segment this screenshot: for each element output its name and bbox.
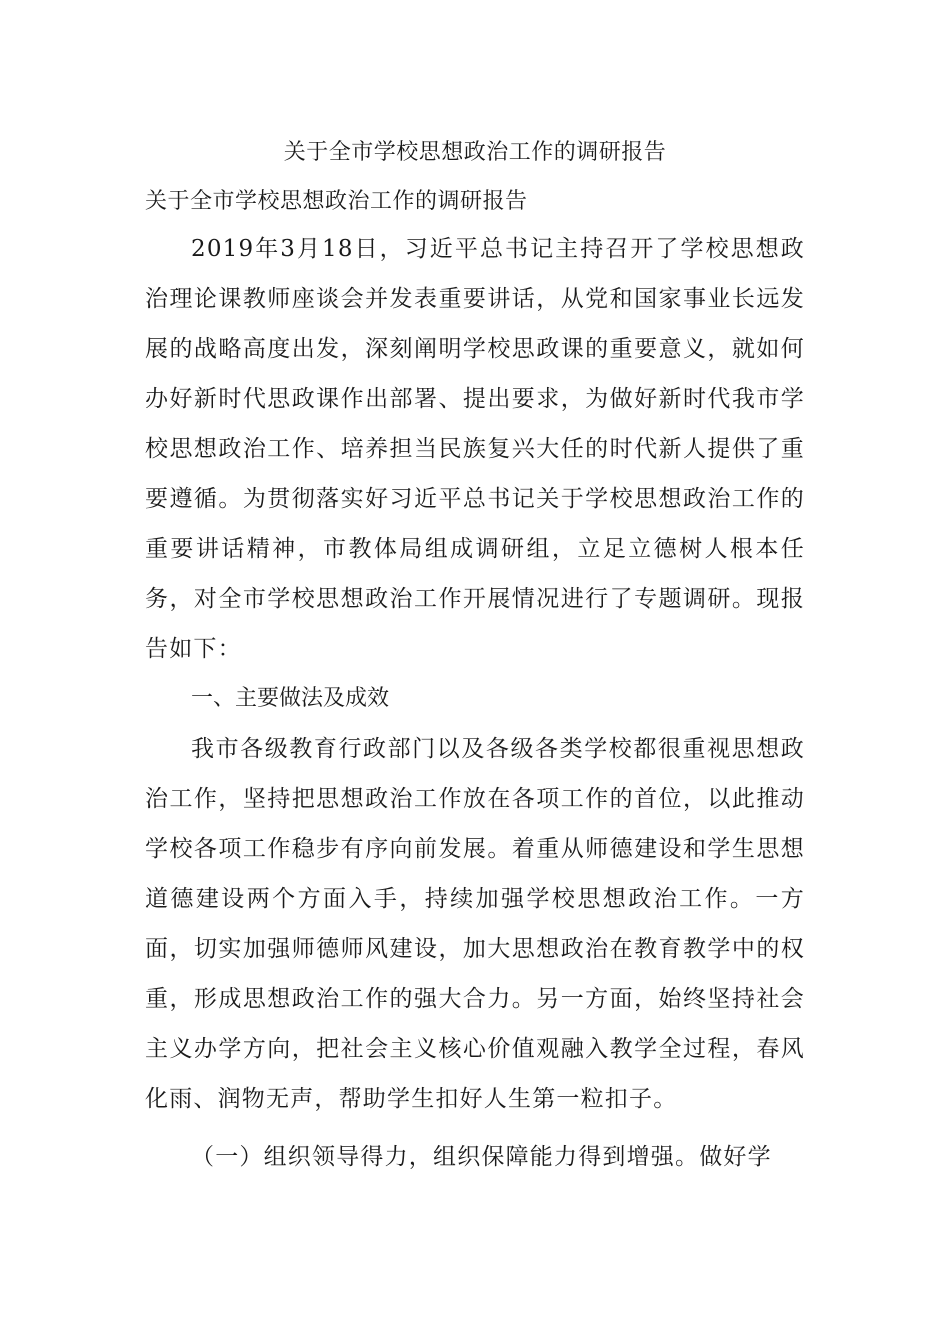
intro-paragraph: 2019年3月18日，习近平总书记主持召开了学校思想政治理论课教师座谈会并发表重要讲话，从党和国家事业长远发展的战略高度出发，深刻阐明学校思政课的重要意义，就如何办好新时代思政课作出部署、提出要求，为做好新时代我市学校思想政治工作、培养担当民族复兴大任的时代新人提供了重要遵循。为贯彻落实好习近平总书记关于学校思想政治工作的重要讲话精神，市教体局组成调研组，立足立德树人根本任务，对全市学校思想政治工作开展情况进行了专题调研。现报告如下： [145,236,805,662]
document-body [145,180,805,1182]
document-subtitle: 关于全市学校思想政治工作的调研报告 [145,189,528,214]
section-heading: 一、主要做法及成效 [191,686,390,711]
paragraph-gap [145,1124,805,1132]
subsection-paragraph: （一）组织领导得力，组织保障能力得到增强。做好学 [191,1144,772,1170]
document-title: 关于全市学校思想政治工作的调研报告 [283,140,667,165]
section-paragraph: 我市各级教育行政部门以及各级各类学校都很重视思想政治工作，坚持把思想政治工作放在各项工作的首位，以此推动学校各项工作稳步有序向前发展。着重从师德建设和学生思想道德建设两个方面入手，持续加强学校思想政治工作。一方面，切实加强师德师风建设，加大思想政治在教育教学中的权重，形成思想政治工作的强大合力。另一方面，始终坚持社会主义办学方向，把社会主义核心价值观融入教学全过程，春风化雨、润物无声，帮助学生扣好人生第一粒扣子。 [145,736,805,1112]
